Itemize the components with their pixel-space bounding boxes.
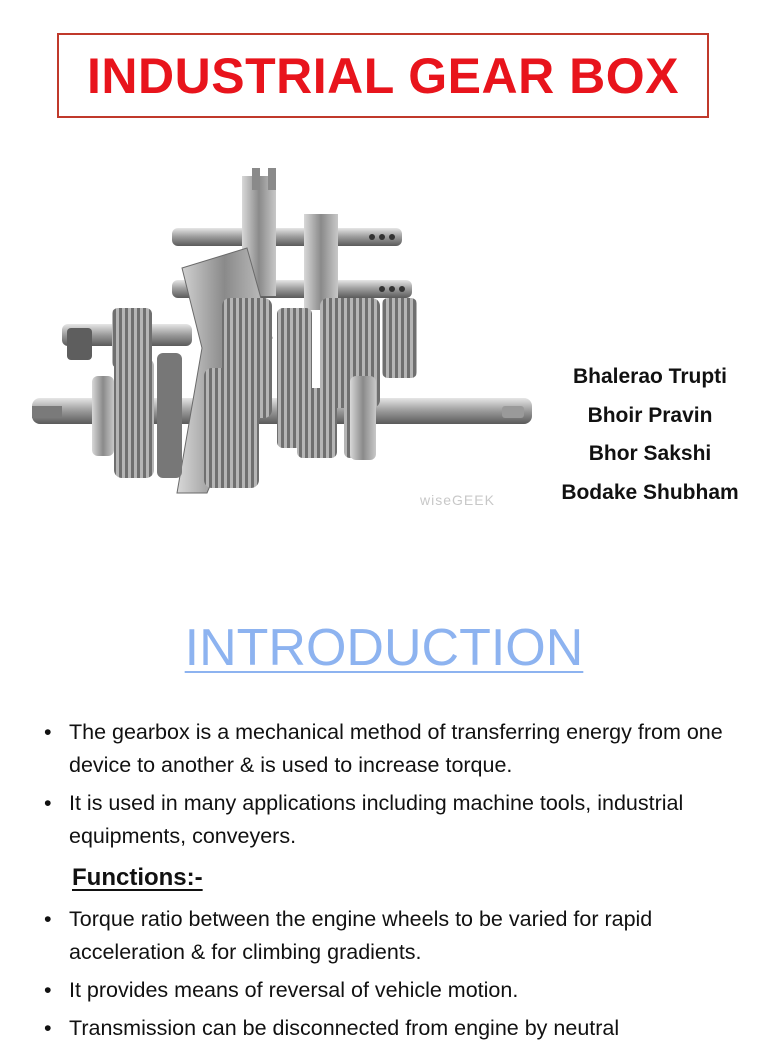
functions-bullets [0, 903, 768, 1050]
bullet-icon: • [44, 907, 52, 931]
bullet-icon: • [44, 978, 52, 1002]
introduction-heading [0, 618, 768, 678]
list-item [0, 903, 768, 969]
author-name: Bhoir Pravin [587, 403, 713, 427]
list-item-text: Transmission can be disconnected from engine by neutral [69, 1016, 620, 1040]
list-item [0, 787, 768, 853]
introduction-heading-text: INTRODUCTION [184, 619, 584, 677]
page-title: INDUSTRIAL GEAR BOX [87, 47, 679, 104]
list-item-text: It is used in many applications including machine tools, industrial equipments, conveyers. [69, 791, 684, 848]
list-item [0, 1012, 768, 1045]
image-watermark: wiseGEEK [420, 492, 495, 508]
list-item-text: The gearbox is a mechanical method of transferring energy from one device to another & is used to increase torque. [69, 720, 723, 777]
list-item [0, 974, 768, 1007]
introduction-bullets [0, 716, 768, 858]
functions-heading: Functions:- [72, 864, 203, 891]
bullet-icon: • [44, 1016, 52, 1040]
author-name: Bodake Shubham [561, 480, 739, 504]
bullet-icon: • [44, 791, 52, 815]
bullet-icon: • [44, 720, 52, 744]
author-name: Bhalerao Trupti [572, 365, 728, 388]
gearbox-image [32, 148, 532, 508]
author-name: Bhor Sakshi [588, 442, 712, 465]
list-item [0, 716, 768, 782]
list-item-text: It provides means of reversal of vehicle motion. [69, 978, 519, 1002]
list-item-text: Torque ratio between the engine wheels to be varied for rapid acceleration & for climbing gradients. [69, 907, 653, 964]
author-list [530, 358, 770, 512]
title-box [57, 33, 709, 118]
